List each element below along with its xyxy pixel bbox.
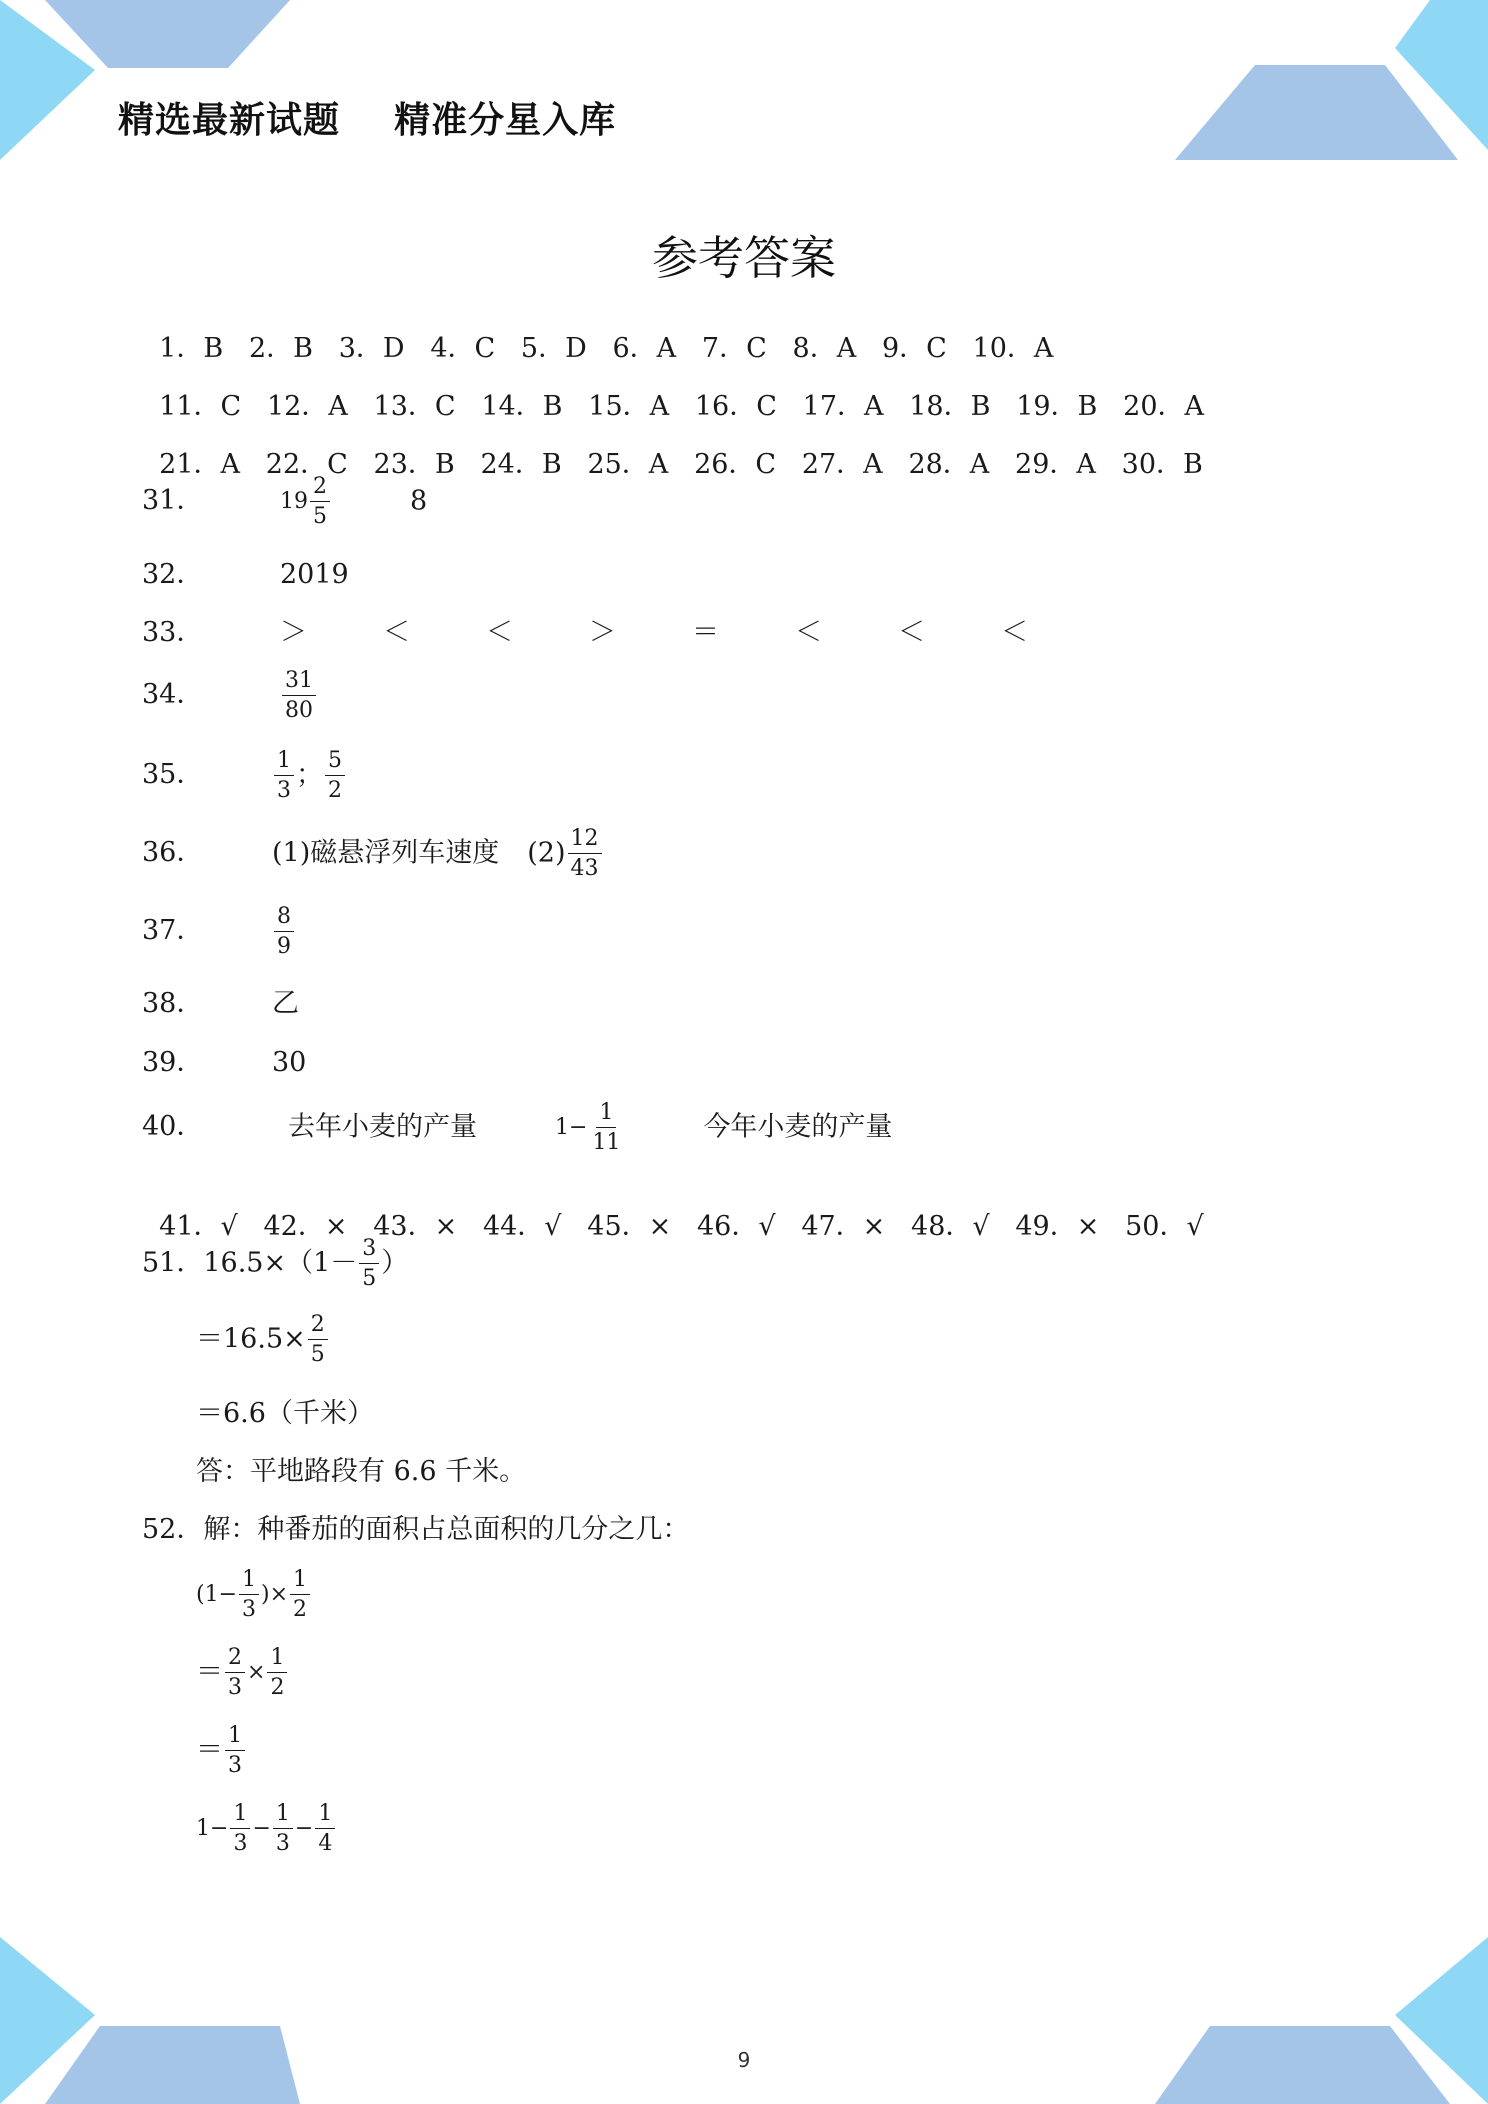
expression-text: − xyxy=(294,1815,314,1841)
fraction: $\frac{8}{9}$ xyxy=(274,904,294,960)
answer-52-line-3 xyxy=(196,1723,247,1779)
fraction: $\frac{2}{5}$ xyxy=(310,474,330,530)
fraction: $\frac{31}{80}$ xyxy=(282,668,316,724)
intro-text: 解：种番茄的面积占总面积的几分之几： xyxy=(203,1514,690,1545)
answer-item: 29．A xyxy=(1015,449,1096,480)
fraction: $\frac{1}{4}$ xyxy=(315,1801,335,1857)
answer-value: 30 xyxy=(272,1047,307,1078)
question-number: 40． xyxy=(142,1111,204,1143)
compare-symbol: ＝ xyxy=(692,617,719,648)
answer-38 xyxy=(142,990,299,1017)
answer-40 xyxy=(142,1100,892,1156)
question-number: 36． xyxy=(142,837,204,869)
answer-item: 18．B xyxy=(909,391,991,422)
answer-row-21-30 xyxy=(142,424,1203,478)
answer-item: 6．A xyxy=(612,333,677,364)
answer-part-1: (1)磁悬浮列车速度 xyxy=(272,837,500,869)
answer-34 xyxy=(142,668,318,724)
answer-item: 16．C xyxy=(694,391,777,422)
answer-item: 23．B xyxy=(373,449,455,480)
answer-item: 4．C xyxy=(430,333,496,364)
answer-value: 乙 xyxy=(272,988,299,1019)
separator: ； xyxy=(296,759,323,791)
answer-item: 21．A xyxy=(159,449,241,480)
question-number: 37． xyxy=(142,915,204,947)
expression-prefix: 1− xyxy=(555,1114,588,1140)
answer-31 xyxy=(142,474,427,530)
answer-item: 3．D xyxy=(338,333,405,364)
compare-symbol: ＜ xyxy=(795,617,822,648)
fraction: $\frac{1}{3}$ xyxy=(225,1723,245,1779)
answer-item: 15．A xyxy=(588,391,670,422)
fraction: $\frac{1}{3}$ xyxy=(274,748,294,804)
answer-51-line-3: ＝6.6（千米） xyxy=(196,1398,374,1429)
answer-51-line-1 xyxy=(142,1236,408,1292)
answer-item: 46．√ xyxy=(697,1211,776,1242)
answer-item: 12．A xyxy=(266,391,348,422)
answer-51-line-2 xyxy=(196,1312,330,1368)
fraction: $\frac{1}{11}$ xyxy=(592,1100,621,1156)
answer-value: 8 xyxy=(410,485,428,517)
expression-text: ＝16.5× xyxy=(196,1323,306,1355)
fraction: $\frac{5}{2}$ xyxy=(325,748,345,804)
answer-item: 50．√ xyxy=(1125,1211,1204,1242)
answer-part-2: (2) xyxy=(527,837,566,869)
fraction: $\frac{1}{2}$ xyxy=(267,1645,287,1701)
answer-item: 10．A xyxy=(972,333,1054,364)
answer-item: 49．× xyxy=(1015,1211,1100,1242)
answer-row-1-10 xyxy=(142,308,1053,362)
expression-text: 16.5×（1－ xyxy=(203,1247,358,1279)
answer-item: 25．A xyxy=(587,449,669,480)
answer-36 xyxy=(142,826,604,882)
answer-item: 47．× xyxy=(801,1211,886,1242)
answer-52-line-1 xyxy=(196,1567,312,1623)
answer-part-3: 今年小麦的产量 xyxy=(703,1111,893,1143)
header-left-text: 精选最新试题 xyxy=(118,100,341,141)
header-slogan xyxy=(118,92,616,143)
question-number: 32． xyxy=(142,559,204,590)
expression-text: )× xyxy=(261,1581,289,1607)
answer-33 xyxy=(142,619,1028,646)
answer-item: 19．B xyxy=(1016,391,1098,422)
compare-symbol: ＜ xyxy=(1001,617,1028,648)
expression-text: 1− xyxy=(196,1815,229,1841)
answer-51-conclusion: 答：平地路段有 6.6 千米。 xyxy=(196,1456,527,1487)
answer-item: 5．D xyxy=(520,333,587,364)
answer-item: 30．B xyxy=(1121,449,1203,480)
compare-symbol: ＞ xyxy=(589,617,616,648)
answer-item: 11．C xyxy=(159,391,242,422)
answer-item: 22．C xyxy=(265,449,348,480)
expression-text: ＝ xyxy=(196,1734,223,1766)
fraction: $\frac{1}{3}$ xyxy=(230,1801,250,1857)
answer-52-line-2 xyxy=(196,1645,289,1701)
top-right-trapezoid xyxy=(1175,65,1458,160)
header-right-text: 精准分星入库 xyxy=(394,100,617,141)
answer-item: 26．C xyxy=(694,449,777,480)
answer-value: 2019 xyxy=(280,559,349,590)
fraction: $\frac{1}{3}$ xyxy=(273,1801,293,1857)
fraction: $\frac{1}{2}$ xyxy=(290,1567,310,1623)
answer-39 xyxy=(142,1049,306,1076)
answer-item: 43．× xyxy=(373,1211,458,1242)
question-number: 34． xyxy=(142,679,204,711)
fraction: $\frac{2}{3}$ xyxy=(225,1645,245,1701)
page-title: 参考答案 xyxy=(652,231,836,285)
fraction: $\frac{2}{5}$ xyxy=(308,1312,328,1368)
answer-part-1: 去年小麦的产量 xyxy=(288,1111,477,1143)
answer-item: 42．× xyxy=(263,1211,348,1242)
answer-item: 45．× xyxy=(587,1211,672,1242)
fraction: $\frac{12}{43}$ xyxy=(568,826,602,882)
answer-row-41-50 xyxy=(142,1186,1204,1240)
question-number: 38． xyxy=(142,988,204,1019)
page-number: 9 xyxy=(737,2048,751,2072)
fraction: $\frac{1}{3}$ xyxy=(239,1567,259,1623)
expression-text: − xyxy=(252,1815,271,1841)
answer-item: 9．C xyxy=(881,333,947,364)
mixed-whole: 19 xyxy=(280,488,308,514)
answer-37 xyxy=(142,904,296,960)
answer-52-intro xyxy=(142,1516,689,1543)
answer-32 xyxy=(142,561,349,588)
answer-item: 13．C xyxy=(373,391,456,422)
answer-item: 41．√ xyxy=(159,1211,238,1242)
question-number: 39． xyxy=(142,1047,204,1078)
answer-item: 24．B xyxy=(480,449,562,480)
answer-row-11-20 xyxy=(142,366,1204,420)
answer-item: 20．A xyxy=(1123,391,1205,422)
question-number: 51． xyxy=(142,1247,204,1279)
answer-item: 2．B xyxy=(248,333,313,364)
answer-35 xyxy=(142,748,347,804)
fraction: $\frac{3}{5}$ xyxy=(359,1236,379,1292)
expression-text: × xyxy=(247,1659,266,1685)
question-number: 52． xyxy=(142,1514,204,1545)
question-number: 35． xyxy=(142,759,204,791)
answer-item: 28．A xyxy=(908,449,990,480)
answer-item: 8．A xyxy=(792,333,857,364)
question-number: 33． xyxy=(142,617,204,648)
answer-item: 27．A xyxy=(801,449,883,480)
answer-item: 7．C xyxy=(701,333,767,364)
expression-text: ＝ xyxy=(196,1656,223,1688)
answer-item: 48．√ xyxy=(911,1211,990,1242)
expression-text: ） xyxy=(381,1247,409,1279)
compare-symbol: ＜ xyxy=(486,617,513,648)
answer-item: 14．B xyxy=(481,391,563,422)
compare-symbol: ＜ xyxy=(383,617,410,648)
answer-item: 17．A xyxy=(802,391,884,422)
answer-52-line-4 xyxy=(196,1801,337,1857)
answer-item: 1．B xyxy=(159,333,224,364)
compare-symbol: ＞ xyxy=(280,617,307,648)
question-number: 31． xyxy=(142,485,204,517)
compare-symbol: ＜ xyxy=(898,617,925,648)
expression-text: (1− xyxy=(196,1581,238,1607)
answer-item: 44．√ xyxy=(482,1211,562,1242)
top-left-trapezoid xyxy=(45,0,290,68)
